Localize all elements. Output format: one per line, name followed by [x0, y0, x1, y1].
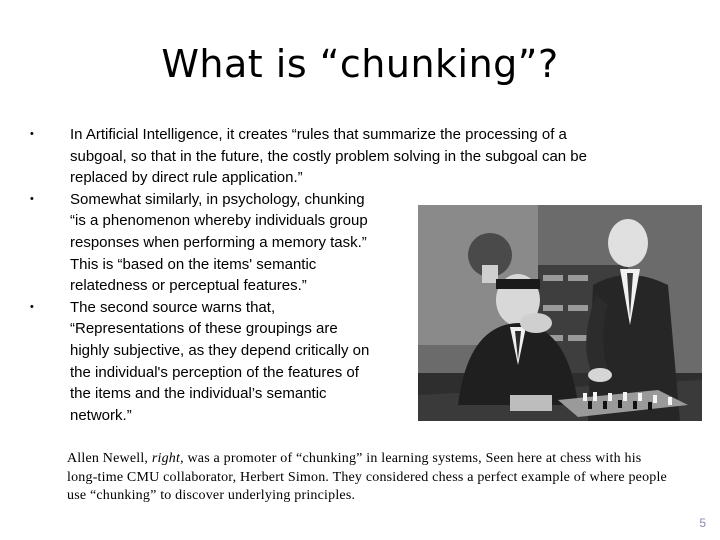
bullet-dot: •: [30, 192, 34, 205]
bullet-line: highly subjective, as they depend critically on: [70, 341, 370, 359]
bullet-item-psychology: [30, 189, 410, 297]
caption-italic: right: [151, 451, 181, 466]
bullet-dot: •: [30, 300, 34, 313]
chess-photo: [418, 205, 702, 421]
bullet-line: This is “based on the items' semantic: [70, 255, 317, 273]
bullet-item-ai: [30, 124, 650, 189]
page-title: What is “chunking”?: [161, 42, 559, 86]
bullet-dot: •: [30, 128, 34, 140]
bullet-line: The second source warns that,: [70, 298, 276, 316]
bullet-line: the individual's perception of the features of: [70, 363, 359, 381]
bullet-line: “is a phenomenon whereby individuals group: [70, 212, 368, 230]
bullet-line: network.”: [70, 406, 132, 424]
bullet-line: relatedness or perceptual features.”: [70, 277, 307, 295]
bullet-line: responses when performing a memory task.”: [70, 233, 367, 251]
bullet-line: the items and the individual’s semantic: [70, 385, 327, 403]
caption-text-start: Allen Newell,: [67, 451, 152, 466]
bullet-line: “Representations of these groupings are: [70, 320, 338, 338]
photo-caption: [67, 450, 667, 506]
bullet-line: In Artificial Intelligence, it creates “rules that summarize the processing of a: [70, 126, 567, 143]
bullet-line: replaced by direct rule application.”: [70, 169, 303, 187]
slide-number: 5: [699, 516, 706, 530]
bullet-line: subgoal, so that in the future, the costly problem solving in the subgoal can be: [70, 147, 587, 165]
bullet-item-second-source: [30, 297, 410, 427]
caption-text-end: , was a promoter of “chunking” in learning systems, Seen here at chess with his long-time CMU collaborator, Herbert Simon. They considered chess a perfect example of where people use “chunking” to discover underlying principles.: [67, 451, 667, 503]
bullet-line: Somewhat similarly, in psychology, chunking: [70, 190, 365, 208]
